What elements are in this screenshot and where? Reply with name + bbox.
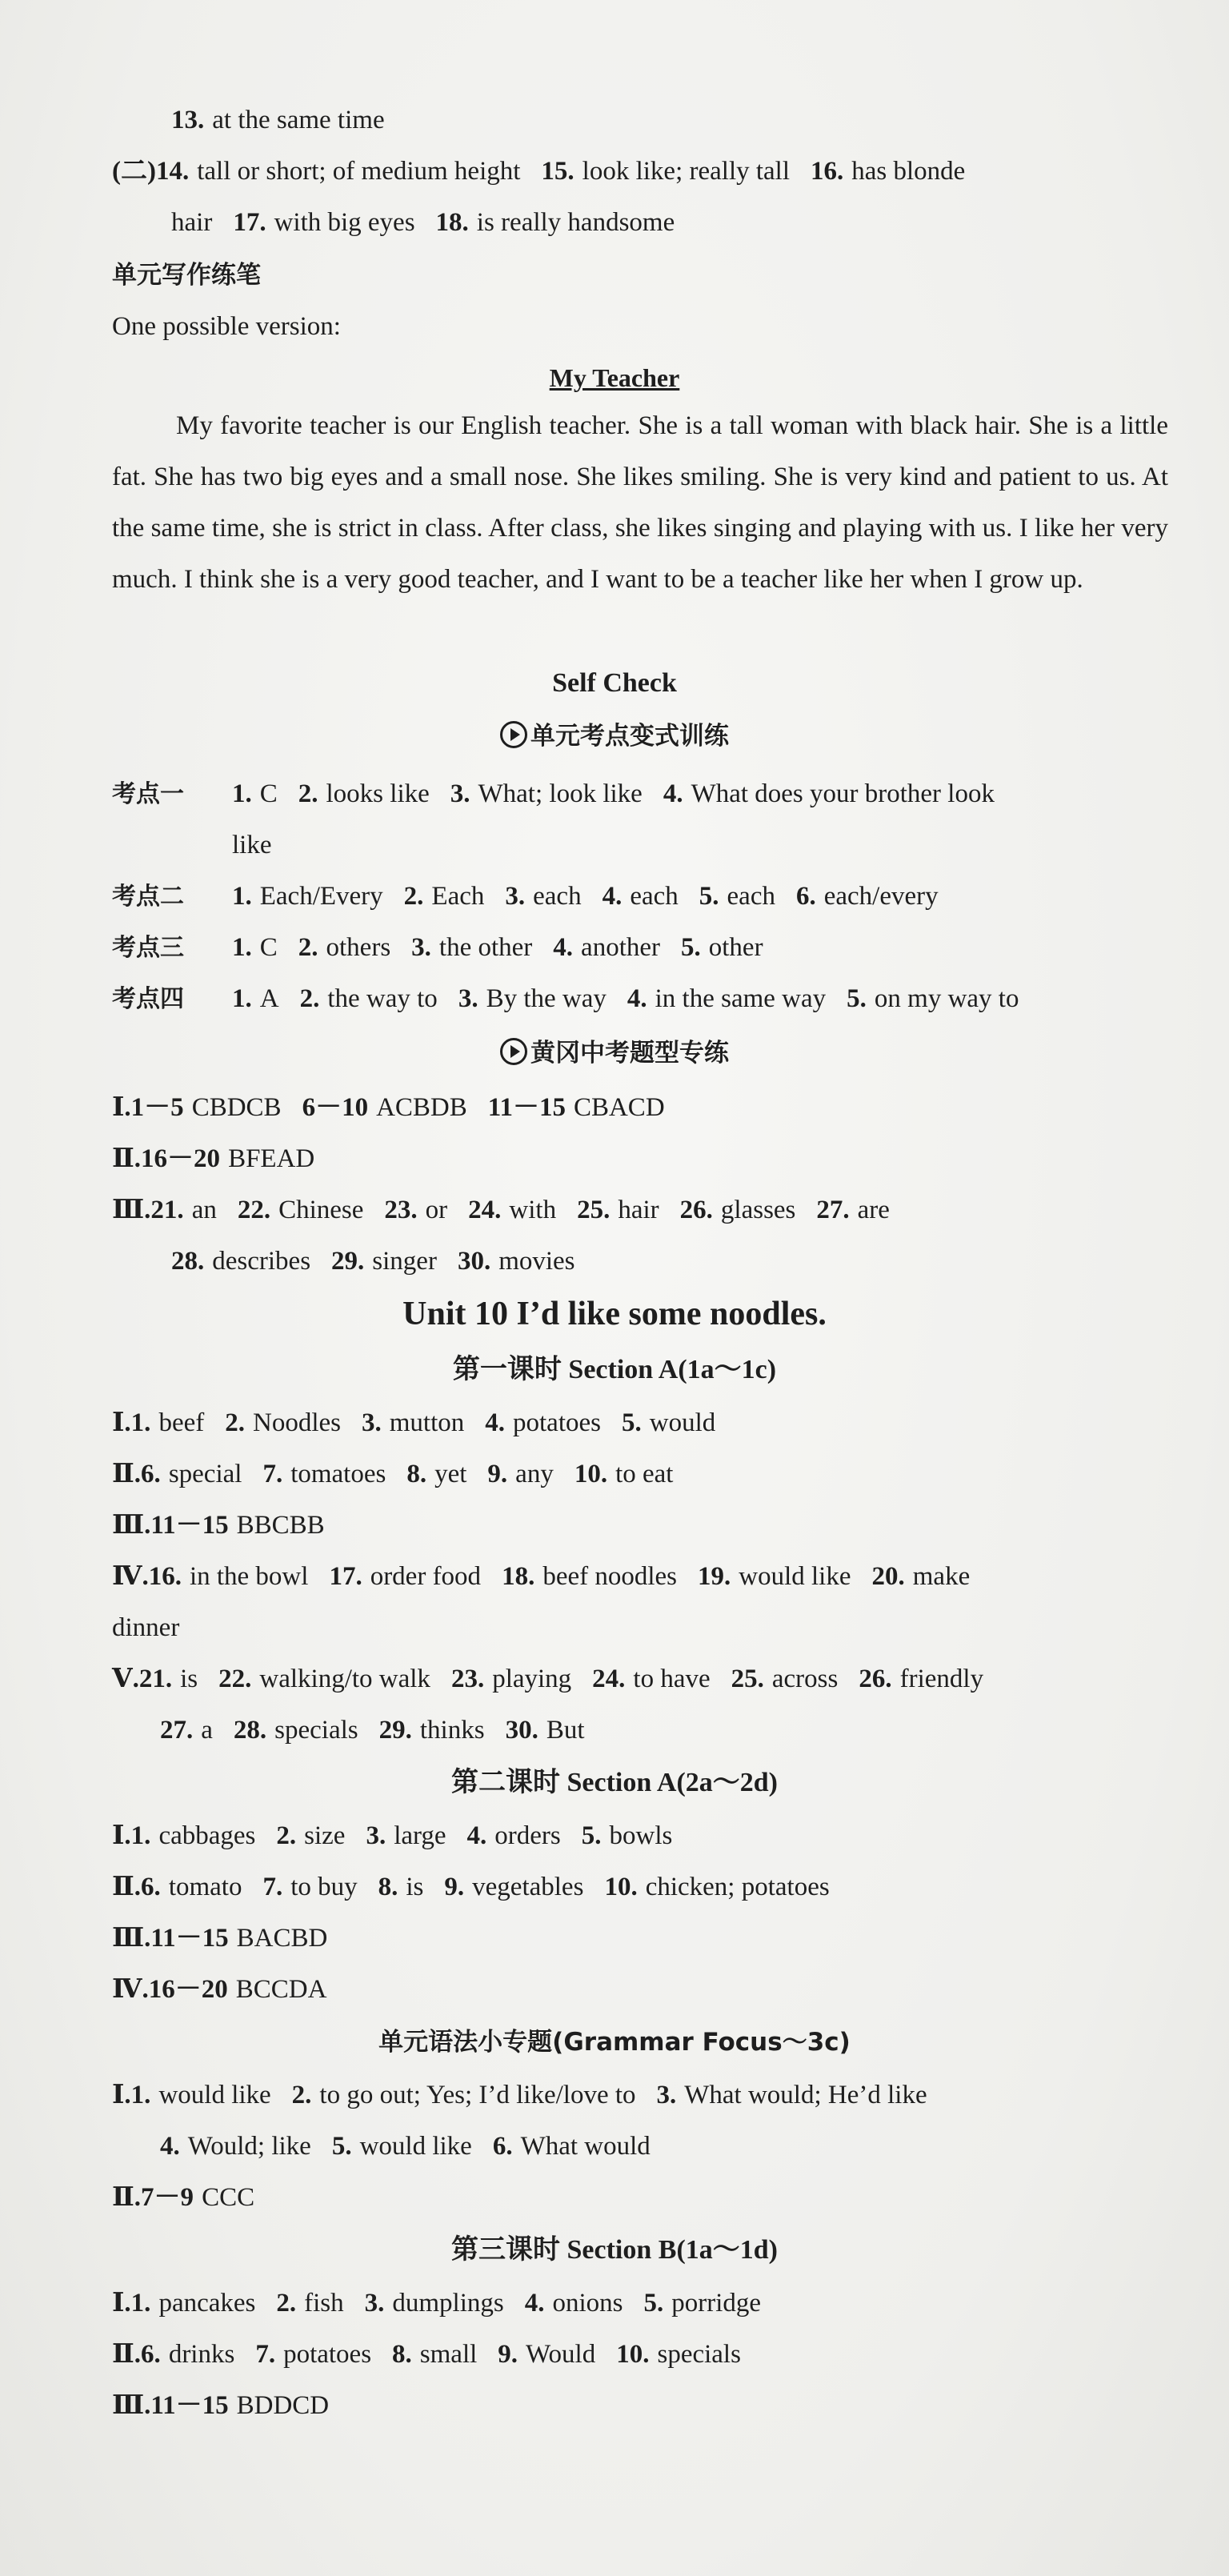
answer-text: yet <box>434 1460 467 1488</box>
answer-text: would like <box>158 2081 271 2109</box>
answer-text: specials <box>274 1716 358 1745</box>
answer-text: tomatoes <box>290 1460 386 1488</box>
item-number: 9. <box>444 1873 465 1901</box>
answer-text: But <box>546 1716 585 1745</box>
item-number: 24. <box>468 1196 502 1224</box>
answer-row <box>112 981 1019 1017</box>
answer-text: others <box>326 933 391 962</box>
answer-text: BBCBB <box>236 1511 325 1540</box>
answer-text: make <box>912 1562 971 1591</box>
answer-text: Noodles <box>252 1408 341 1437</box>
item-number: 7. <box>262 1873 283 1901</box>
item-number: 3. <box>366 1821 386 1850</box>
item-number: 3. <box>656 2081 677 2109</box>
item-number: 5. <box>699 882 719 911</box>
item-number: 7. <box>262 1460 283 1488</box>
unit-title: Unit 10 I’d like some noodles. <box>402 1296 827 1332</box>
item-number: 5. <box>847 984 867 1013</box>
answer-text: is really handsome <box>476 208 675 237</box>
item-number: 30. <box>505 1716 538 1745</box>
item-number: 28. <box>233 1716 267 1745</box>
item-number: Ⅲ.11－15 <box>112 2391 229 2420</box>
answer-text: the other <box>438 933 533 962</box>
answer-row <box>112 930 763 966</box>
item-number: 3. <box>411 933 431 962</box>
answer-text: thinks <box>419 1716 485 1745</box>
item-number: 29. <box>331 1247 365 1276</box>
item-number: Ⅰ.1. <box>112 1408 151 1437</box>
answer-text: C <box>259 779 278 808</box>
answer-text: to have <box>633 1665 711 1693</box>
answer-text: movies <box>498 1247 575 1276</box>
item-number: Ⅲ.11－15 <box>112 1511 229 1540</box>
answer-row <box>112 2077 927 2113</box>
answer-text: BCCDA <box>235 1975 327 2004</box>
answer-text: tomato <box>168 1873 242 1901</box>
item-number: Ⅱ.6. <box>112 2340 161 2369</box>
answer-row <box>171 102 385 138</box>
item-number: 9. <box>487 1460 508 1488</box>
intro-text: One possible version: <box>112 312 341 341</box>
answer-text: has blonde <box>851 157 966 186</box>
item-number: Ⅲ.11－15 <box>112 1924 229 1953</box>
answer-text: What would <box>520 2132 651 2161</box>
play-arrow-icon <box>500 1038 527 1065</box>
answer-row <box>112 1192 890 1228</box>
item-number: 2. <box>276 1821 297 1850</box>
answer-text: in the bowl <box>189 1562 309 1591</box>
item-number: 23. <box>450 1665 485 1693</box>
answer-text: is <box>180 1665 198 1693</box>
item-number: 2. <box>298 779 318 808</box>
answer-text: BFEAD <box>228 1144 315 1173</box>
item-number: 7. <box>255 2340 276 2369</box>
answer-text: would <box>649 1408 716 1437</box>
point-label: 考点一 <box>112 780 184 808</box>
item-number: 3. <box>458 984 478 1013</box>
answer-text: Would; like <box>187 2132 311 2161</box>
answer-text: each/every <box>823 882 939 911</box>
answer-text: to buy <box>290 1873 358 1901</box>
answer-text: would like <box>359 2132 472 2161</box>
answer-row <box>112 1818 672 1853</box>
answer-row <box>112 2388 329 2423</box>
item-number: 18. <box>435 208 469 237</box>
item-number: 17. <box>233 208 266 237</box>
answer-text: each <box>533 882 582 911</box>
item-number: 30. <box>457 1247 491 1276</box>
answer-text: What does your brother look <box>691 779 995 808</box>
answer-text: order food <box>370 1562 482 1591</box>
item-number: 15. <box>541 157 574 186</box>
item-number: 25. <box>731 1665 764 1693</box>
item-number: 4. <box>627 984 647 1013</box>
item-number: 28. <box>171 1247 205 1276</box>
subsection-heading: 黄冈中考题型专练 <box>0 1036 1229 1071</box>
answer-text: an <box>191 1196 217 1224</box>
answer-text: at the same time <box>212 106 385 134</box>
answer-text: C <box>259 933 278 962</box>
item-number: 2. <box>299 984 320 1013</box>
item-number: 8. <box>406 1460 427 1488</box>
answer-text: CCC <box>202 2183 255 2212</box>
answer-text: look like; really tall <box>582 157 791 186</box>
answer-text: describes <box>212 1247 311 1276</box>
answer-text: BDDCD <box>236 2391 330 2420</box>
essay-body: My favorite teacher is our English teacher. She is a tall woman with black hair. She is a little fat. She has two big eyes and a small nose. She likes smiling. She is very kind and patient to us. At the same time, she is strict in class. After class, she likes singing and playing with us. I like her very much. I think she is a very good teacher, and I want to be a teacher like her when I grow up. <box>112 411 1168 594</box>
answer-text: What would; He’d like <box>684 2081 927 2109</box>
answer-text: a <box>201 1716 213 1745</box>
item-number: 4. <box>553 933 574 962</box>
answer-text: are <box>857 1196 890 1224</box>
item-number: Ⅰ.1－5 <box>112 1093 184 1122</box>
item-number: 4. <box>524 2289 545 2318</box>
item-number: 18. <box>502 1562 535 1591</box>
item-number: 1. <box>232 882 252 911</box>
answer-text: each <box>630 882 679 911</box>
item-number: Ⅴ.21. <box>112 1665 173 1693</box>
item-number: 3. <box>505 882 526 911</box>
answer-row <box>112 1559 970 1594</box>
item-number: Ⅱ.7－9 <box>112 2183 194 2212</box>
answer-row <box>112 1869 830 1905</box>
item-number: 2. <box>291 2081 312 2109</box>
item-number: 27. <box>816 1196 850 1224</box>
item-number: 4. <box>485 1408 505 1437</box>
item-number: 4. <box>602 882 623 911</box>
answer-row <box>112 154 965 189</box>
item-number: 26. <box>859 1665 892 1693</box>
answer-text: hair <box>171 208 213 237</box>
answer-text: small <box>419 2340 478 2369</box>
answer-text: across <box>771 1665 839 1693</box>
answer-text: cabbages <box>158 1821 256 1850</box>
answer-text: any <box>515 1460 554 1488</box>
answer-text: other <box>708 933 763 962</box>
answer-text: friendly <box>899 1665 984 1693</box>
answer-text: Chinese <box>278 1196 364 1224</box>
item-number: 8. <box>378 1873 398 1901</box>
item-number: 8. <box>392 2340 412 2369</box>
item-number: Ⅰ.1. <box>112 2081 151 2109</box>
answer-text: like <box>232 831 272 859</box>
item-number: 4. <box>160 2132 180 2161</box>
item-number: 6. <box>492 2132 513 2161</box>
answer-row <box>112 1141 314 1176</box>
play-arrow-icon <box>500 721 527 748</box>
section-marker: (二) <box>112 157 156 186</box>
item-number: 29. <box>378 1716 412 1745</box>
answer-text: Would <box>526 2340 596 2369</box>
answer-text: on my way to <box>874 984 1019 1013</box>
answer-text: beef noodles <box>542 1562 678 1591</box>
item-number: 4. <box>663 779 683 808</box>
answer-row <box>112 1508 325 1543</box>
item-number: 26. <box>679 1196 713 1224</box>
answer-text: potatoes <box>283 2340 372 2369</box>
item-number: 5. <box>681 933 701 962</box>
item-number: 3. <box>361 1408 382 1437</box>
item-number: 10. <box>616 2340 650 2369</box>
answer-row <box>112 1661 983 1697</box>
item-number: Ⅳ.16－20 <box>112 1975 228 2004</box>
answer-text: fish <box>304 2289 344 2318</box>
answer-text: porridge <box>671 2289 762 2318</box>
item-number: 16. <box>811 157 844 186</box>
item-number: 6－10 <box>302 1093 369 1122</box>
item-number: Ⅳ.16. <box>112 1562 182 1591</box>
item-number: 10. <box>604 1873 638 1901</box>
answer-text: to eat <box>615 1460 674 1488</box>
item-number: Ⅱ.6. <box>112 1460 161 1488</box>
answer-text: mutton <box>389 1408 465 1437</box>
item-number: 11－15 <box>487 1093 566 1122</box>
lesson-heading: 第一课时 Section A(1a～1c) <box>452 1355 777 1384</box>
answer-text: CBACD <box>573 1093 665 1122</box>
lesson-heading: 第三课时 Section B(1a～1d) <box>451 2235 778 2265</box>
item-number: Ⅱ.16－20 <box>112 1144 221 1173</box>
answer-text: vegetables <box>472 1873 584 1901</box>
answer-text: in the same way <box>655 984 827 1013</box>
subsection-heading: 单元考点变式训练 <box>0 719 1229 754</box>
answer-text: specials <box>657 2340 741 2369</box>
item-number: 10. <box>574 1460 608 1488</box>
answer-text: special <box>168 1460 242 1488</box>
answer-text: drinks <box>168 2340 235 2369</box>
answer-row <box>171 205 675 240</box>
point-label: 考点二 <box>112 883 184 911</box>
grammar-heading: 单元语法小专题(Grammar Focus～3c) <box>378 2028 851 2057</box>
item-number: 2. <box>403 882 424 911</box>
answer-text: ACBDB <box>376 1093 467 1122</box>
point-label: 考点三 <box>112 934 184 962</box>
item-number: 6. <box>795 882 816 911</box>
answer-text: tall or short; of medium height <box>197 157 521 186</box>
item-number: 22. <box>218 1665 252 1693</box>
item-number: 2. <box>276 2289 297 2318</box>
item-number: 9. <box>498 2340 518 2369</box>
point-label: 考点四 <box>112 985 184 1013</box>
item-number: 1. <box>232 984 252 1013</box>
item-number: 4. <box>466 1821 487 1850</box>
answer-text: or <box>425 1196 448 1224</box>
item-number: 2. <box>225 1408 245 1437</box>
item-number: 5. <box>331 2132 352 2161</box>
item-number: 3. <box>364 2289 385 2318</box>
item-number: Ⅲ.21. <box>112 1196 184 1224</box>
item-number: 24. <box>592 1665 626 1693</box>
item-number: 5. <box>581 1821 602 1850</box>
answer-row <box>112 1921 327 1956</box>
item-number: 2. <box>298 933 318 962</box>
answer-row <box>160 1713 585 1748</box>
answer-row <box>112 1090 665 1125</box>
item-number: 22. <box>237 1196 271 1224</box>
answer-text: orders <box>494 1821 561 1850</box>
answer-text: hair <box>618 1196 659 1224</box>
answer-text: singer <box>372 1247 437 1276</box>
answer-text: glasses <box>720 1196 796 1224</box>
lesson-heading: 第二课时 Section A(2a～2d) <box>451 1768 778 1797</box>
answer-text: size <box>304 1821 346 1850</box>
item-number: 20. <box>871 1562 905 1591</box>
answer-text: onions <box>552 2289 623 2318</box>
answer-text: the way to <box>327 984 438 1013</box>
item-number: Ⅱ.6. <box>112 1873 161 1901</box>
item-number: 27. <box>160 1716 194 1745</box>
item-number: Ⅰ.1. <box>112 1821 151 1850</box>
item-number: 14. <box>155 157 190 186</box>
answer-text: beef <box>158 1408 205 1437</box>
answer-text: By the way <box>486 984 606 1013</box>
item-number: 5. <box>621 1408 642 1437</box>
item-number: 3. <box>450 779 470 808</box>
answer-text: large <box>394 1821 446 1850</box>
answer-row <box>112 2180 254 2215</box>
answer-text: dumplings <box>392 2289 504 2318</box>
answer-text: Each <box>431 882 485 911</box>
answer-text: would like <box>739 1562 851 1591</box>
answer-text: dinner <box>112 1613 180 1642</box>
item-number: 1. <box>232 779 252 808</box>
answer-text: CBDCB <box>191 1093 282 1122</box>
answer-text: is <box>406 1873 424 1901</box>
answer-text: another <box>581 933 660 962</box>
answer-text: bowls <box>609 1821 673 1850</box>
answer-text: with <box>509 1196 557 1224</box>
answer-row <box>112 1405 715 1440</box>
answer-row <box>112 776 995 812</box>
item-number: 25. <box>577 1196 610 1224</box>
answer-text: to go out; Yes; I’d like/love to <box>319 2081 636 2109</box>
item-number: 23. <box>384 1196 418 1224</box>
section-heading: 单元写作练笔 <box>112 261 261 290</box>
answer-row <box>171 1244 575 1279</box>
answer-text: each <box>727 882 775 911</box>
answer-text: Each/Every <box>259 882 383 911</box>
answer-text: looks like <box>326 779 430 808</box>
answer-row <box>112 2337 741 2372</box>
item-number: 13. <box>171 106 205 134</box>
answer-text: What; look like <box>478 779 643 808</box>
item-number: 17. <box>329 1562 362 1591</box>
answer-text: with big eyes <box>274 208 415 237</box>
item-number: 5. <box>643 2289 664 2318</box>
item-number: 1. <box>232 933 252 962</box>
answer-text: playing <box>492 1665 572 1693</box>
answer-text: potatoes <box>513 1408 601 1437</box>
answer-text: BACBD <box>236 1924 328 1953</box>
answer-text: pancakes <box>158 2289 256 2318</box>
self-check-title: Self Check <box>552 668 677 698</box>
answer-row <box>112 879 939 915</box>
answer-row <box>112 1456 673 1492</box>
answer-row <box>112 1972 326 2007</box>
answer-row <box>112 2286 761 2321</box>
answer-text: chicken; potatoes <box>645 1873 830 1901</box>
item-number: Ⅰ.1. <box>112 2289 151 2318</box>
answer-row <box>160 2129 651 2164</box>
answer-text: walking/to walk <box>259 1665 430 1693</box>
answer-text: A <box>259 984 279 1013</box>
essay-title: My Teacher <box>549 363 680 392</box>
item-number: 19. <box>698 1562 731 1591</box>
